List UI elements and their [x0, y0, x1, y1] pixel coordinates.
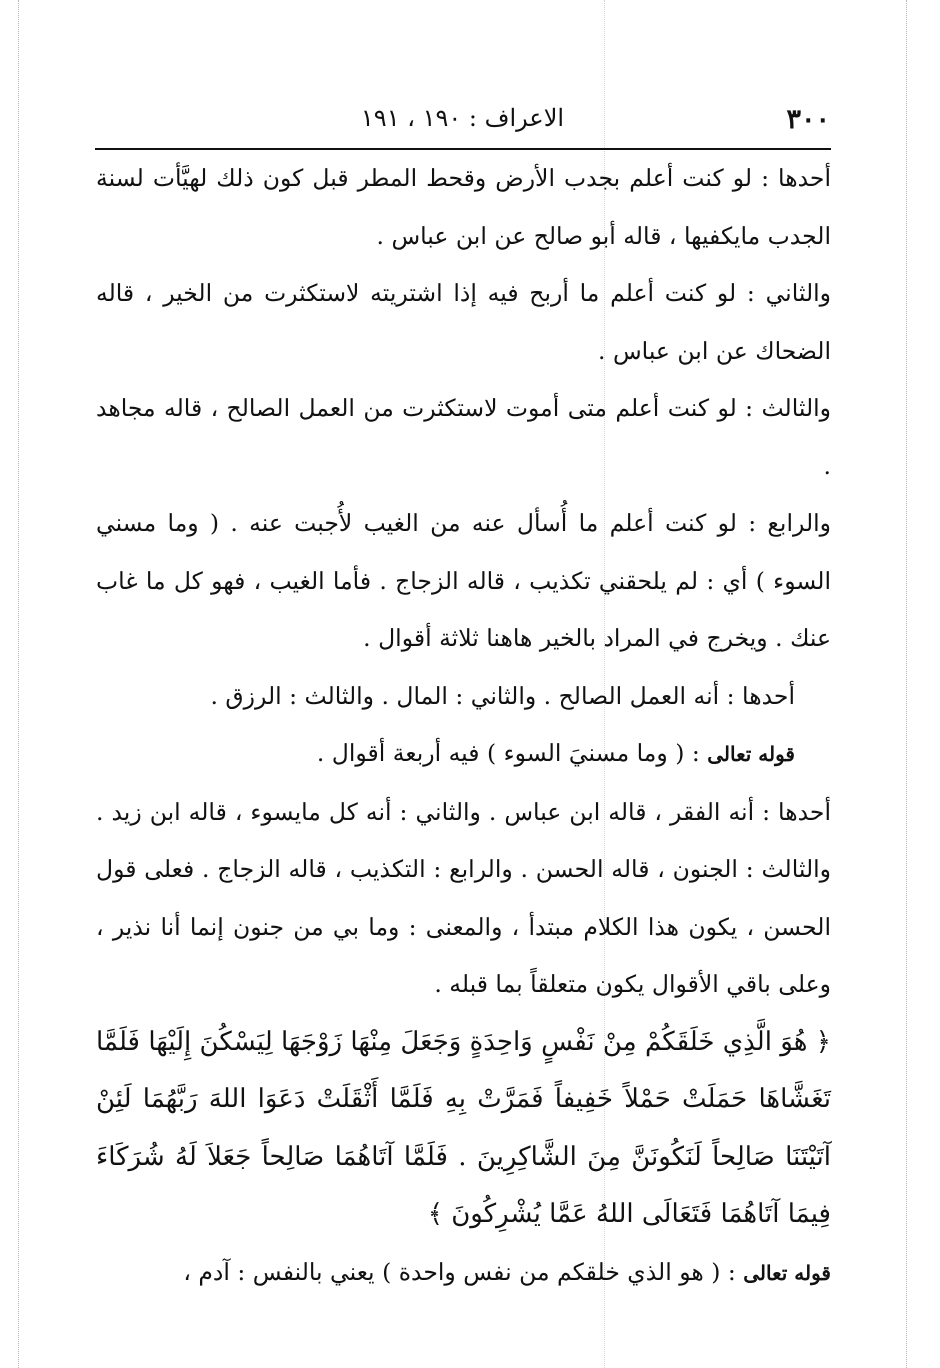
paragraph-meanings-of-good: أحدها : أنه العمل الصالح . والثاني : المال . والثالث : الرزق .: [210, 681, 795, 710]
page-header: [95, 96, 830, 146]
verse-keyword: قوله تعالى: [707, 742, 795, 766]
quran-verse-block: ﴿ هُوَ الَّذِي خَلَقَكُمْ مِنْ نَفْسٍ وَاحِدَةٍ وَجَعَلَ مِنْهَا زَوْجَهَا لِيَسْكُنَ إِلَيْهَا فَلَمَّا تَغَشَّاهَا حَمَلَتْ حَمْلاً خَفِيفاً فَمَرَّتْ بِهِ فَلَمَّا أَثْقَلَتْ دَعَوَا اللهَ رَبَّهُمَا لَئِنْ آتَيْتَنَا صَالِحاً لَنَكُونَنَّ مِنَ الشَّاكِرِينَ . فَلَمَّا آتَاهُمَا صَالِحاً جَعَلاَ لَهُ شُرَكَاءَ فِيمَا آتَاهُمَا فَتَعَالَى اللهُ عَمَّا يُشْرِكُونَ ﴾: [96, 1026, 831, 1229]
final-comment-text: : ( هو الذي خلقكم من نفس واحدة ) يعني بالنفس : آدم ،: [183, 1257, 736, 1286]
page-body: [96, 150, 831, 1302]
paragraph-four-opinions: أحدها : أنه الفقر ، قاله ابن عباس . والثاني : أنه كل مايسوء ، قاله ابن زيد . والثالث : الجنون ، قاله الحسن . والرابع : التكذيب ، قاله الزجاج . فعلى قول الحسن ، يكون هذا الكلام مبتدأ ، والمعنى : وما بي من جنون إنما أنا نذير ، وعلى باقي الأقوال يكون متعلقاً بما قبله .: [96, 797, 831, 998]
final-keyword: قوله تعالى: [743, 1260, 831, 1285]
paragraph-verse-heading: [96, 725, 831, 784]
paragraph-second-opinion: والثاني : لو كنت أعلم ما أربح فيه إذا اشتريته لاستكثرت من الخير ، قاله الضحاك عن ابن عباس .: [96, 279, 831, 365]
running-title: الاعراف : ١٩٠ ، ١٩١: [360, 104, 565, 132]
paragraph-fourth-opinion: والرابع : لو كنت أعلم ما أُسأل عنه من الغيب لأُجبت عنه . ( وما مسني السوء ) أي : لم يلحقني تكذيب ، قاله الزجاج . فأما الغيب ، فهو كل ما غاب عنك . ويخرج في المراد بالخير هاهنا ثلاثة أقوال .: [96, 509, 831, 652]
paragraph-third-opinion: والثالث : لو كنت أعلم متى أموت لاستكثرت من العمل الصالح ، قاله مجاهد .: [96, 394, 831, 480]
paragraph-final-comment: [96, 1244, 831, 1303]
paragraph-first-opinion: أحدها : لو كنت أعلم بجدب الأرض وقحط المطر قبل كون ذلك لهيَّأت لسنة الجدب مايكفيها ، قاله أبو صالح عن ابن عباس .: [96, 164, 831, 250]
page-number: ٣٠٠: [786, 104, 830, 135]
scan-margin-line-left: [18, 0, 19, 1368]
verse-heading-text: : ( وما مسنيَ السوء ) فيه أربعة أقوال .: [316, 739, 700, 767]
scan-margin-line-right: [906, 0, 907, 1368]
